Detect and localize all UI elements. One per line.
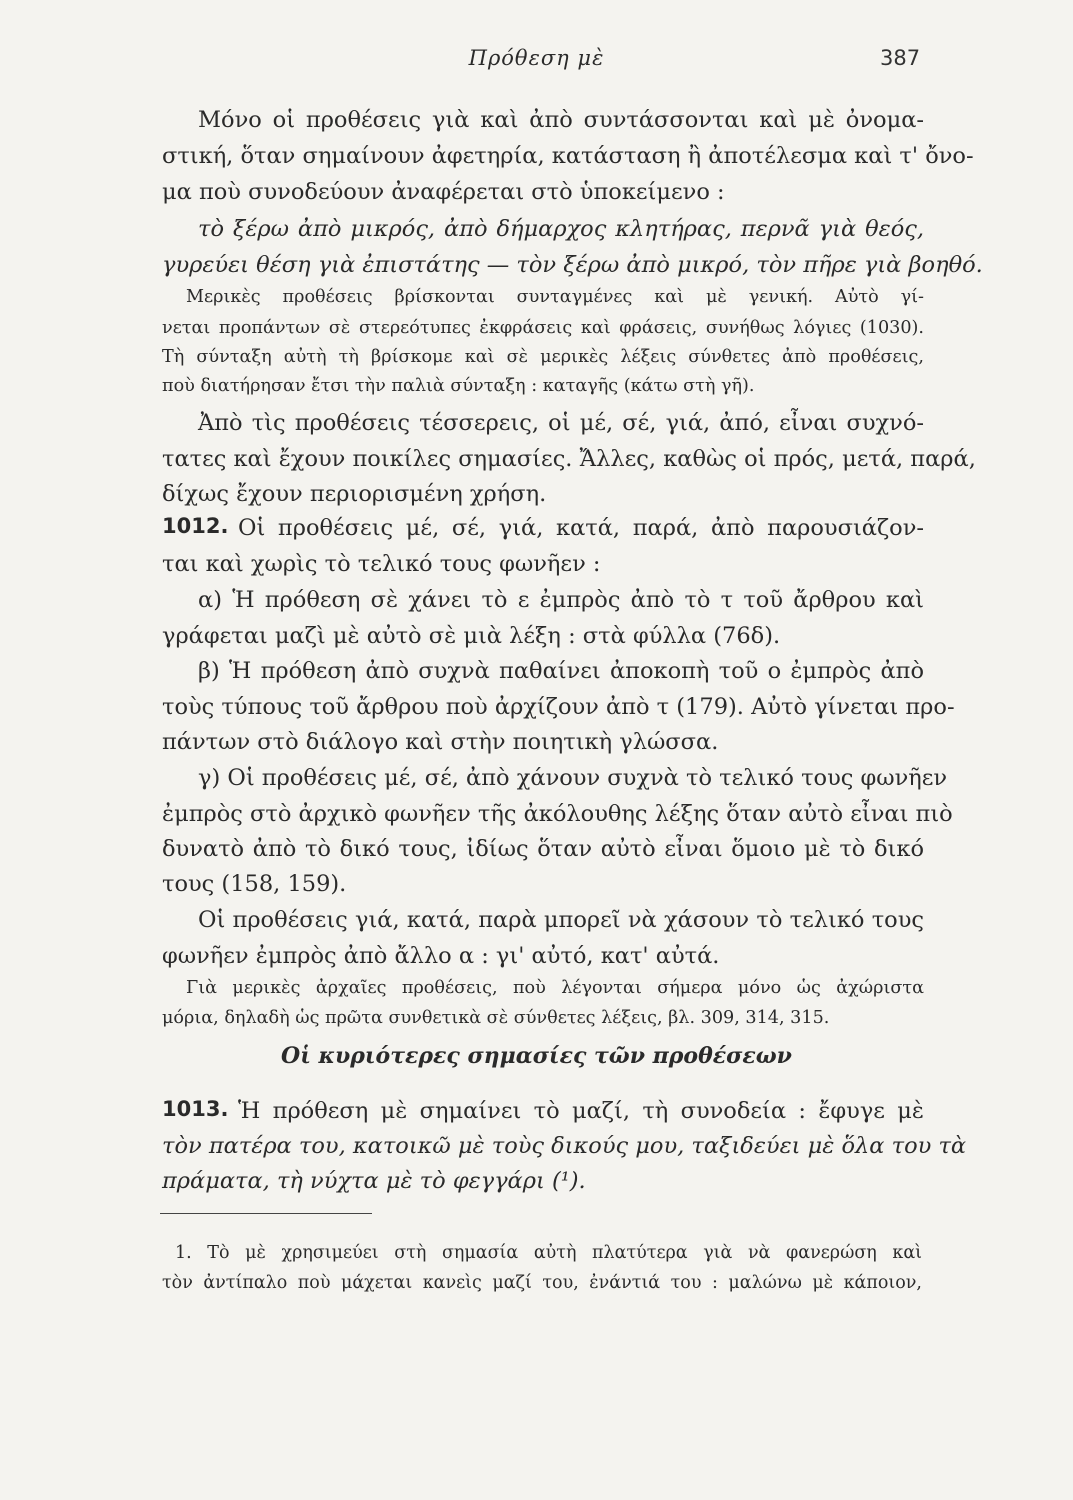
text-line: δυνατὸ ἀπὸ τὸ δικό τους, ἰδίως ὅταν αὐτὸ εἶναι ὅμοιο μὲ τὸ δικό bbox=[162, 836, 924, 862]
section-number: 1012. bbox=[162, 514, 229, 538]
text-line: γράφεται μαζὶ μὲ αὐτὸ σὲ μιὰ λέξη : στὰ φύλλα (76δ). bbox=[162, 623, 781, 649]
text-line: α) Ἡ πρόθεση σὲ χάνει τὸ ε ἐμπρὸς ἀπὸ τὸ τ τοῦ ἄρθρου καὶ bbox=[198, 587, 924, 613]
footnote-line: τὸν ἀντίπαλο ποὺ μάχεται κανεὶς μαζί του, ἐνάντιά του : μαλώνω μὲ κάποιον, bbox=[162, 1273, 922, 1293]
text-line: β) Ἡ πρόθεση ἀπὸ συχνὰ παθαίνει ἀποκοπὴ τοῦ ο ἐμπρὸς ἀπὸ bbox=[198, 658, 924, 684]
text-line: τους (158, 159). bbox=[162, 871, 347, 897]
text-line: τοὺς τύπους τοῦ ἄρθρου ποὺ ἀρχίζουν ἀπὸ τ (179). Αὐτὸ γίνεται προ- bbox=[162, 694, 955, 720]
text-line: ται καὶ χωρὶς τὸ τελικό τους φωνῆεν : bbox=[162, 551, 601, 577]
example-line: γυρεύει θέση γιὰ ἐπιστάτης — τὸν ξέρω ἀπὸ μικρό, τὸν πῆρε γιὰ βοηθό. bbox=[162, 252, 983, 278]
text-line: Ἡ πρόθεση μὲ σημαίνει τὸ μαζί, τὴ συνοδεία : ἔφυγε μὲ bbox=[238, 1098, 924, 1124]
text-line: δίχως ἔχουν περιορισμένη χρήση. bbox=[162, 481, 547, 507]
section-number: 1013. bbox=[162, 1097, 229, 1121]
section-heading: Οἱ κυριότερες σημασίες τῶν προθέσεων bbox=[281, 1043, 792, 1069]
page-number: 387 bbox=[880, 46, 921, 70]
text-line: Οἱ προθέσεις γιά, κατά, παρὰ μπορεῖ νὰ χάσουν τὸ τελικό τους bbox=[198, 907, 924, 933]
small-text-line: νεται προπάντων σὲ στερεότυπες ἐκφράσεις καὶ φράσεις, συνήθως λόγιες (1030). bbox=[162, 318, 924, 338]
small-text-line: ποὺ διατήρησαν ἔτσι τὴν παλιὰ σύνταξη : καταγῆς (κάτω στὴ γῆ). bbox=[162, 376, 755, 396]
example-line: τὸν πατέρα του, κατοικῶ μὲ τοὺς δικούς μου, ταξιδεύει μὲ ὅλα του τὰ bbox=[162, 1133, 967, 1159]
text-line: Ἀπὸ τὶς προθέσεις τέσσερεις, οἱ μέ, σέ, γιά, ἀπό, εἶναι συχνό- bbox=[198, 410, 924, 436]
running-header: Πρόθεση μὲ bbox=[468, 46, 605, 70]
small-text-line: Γιὰ μερικὲς ἀρχαῖες προθέσεις, ποὺ λέγονται σήμερα μόνο ὡς ἀχώριστα bbox=[186, 978, 924, 998]
text-line: γ) Οἱ προθέσεις μέ, σέ, ἀπὸ χάνουν συχνὰ τὸ τελικό τους φωνῆεν bbox=[198, 765, 948, 791]
text-line: Οἱ προθέσεις μέ, σέ, γιά, κατά, παρά, ἀπὸ παρουσιάζον- bbox=[238, 515, 924, 541]
example-line: τὸ ξέρω ἀπὸ μικρός, ἀπὸ δήμαρχος κλητήρας, περνᾶ γιὰ θεός, bbox=[198, 216, 924, 242]
footnote-rule bbox=[160, 1213, 372, 1214]
text-line: Μόνο οἱ προθέσεις γιὰ καὶ ἀπὸ συντάσσονται καὶ μὲ ὀνομα- bbox=[198, 107, 924, 133]
text-line: ἐμπρὸς στὸ ἀρχικὸ φωνῆεν τῆς ἀκόλουθης λέξης ὅταν αὐτὸ εἶναι πιὸ bbox=[162, 801, 953, 827]
text-line: φωνῆεν ἐμπρὸς ἀπὸ ἄλλο α : γι' αὐτό, κατ' αὐτά. bbox=[162, 943, 720, 969]
small-text-line: μόρια, δηλαδὴ ὡς πρῶτα συνθετικὰ σὲ σύνθετες λέξεις, βλ. 309, 314, 315. bbox=[162, 1008, 830, 1028]
small-text-line: Τὴ σύνταξη αὐτὴ τὴ βρίσκομε καὶ σὲ μερικὲς λέξεις σύνθετες ἀπὸ προθέσεις, bbox=[162, 347, 924, 367]
text-line: πάντων στὸ διάλογο καὶ στὴν ποιητικὴ γλώσσα. bbox=[162, 729, 719, 755]
small-text-line: Μερικὲς προθέσεις βρίσκονται συνταγμένες καὶ μὲ γενική. Αὐτὸ γί- bbox=[186, 287, 924, 307]
text-line: τατες καὶ ἔχουν ποικίλες σημασίες. Ἄλλες, καθὼς οἱ πρός, μετά, παρά, bbox=[162, 446, 976, 472]
text-line: μα ποὺ συνοδεύουν ἀναφέρεται στὸ ὑποκείμενο : bbox=[162, 179, 725, 205]
footnote-line: 1. Τὸ μὲ χρησιμεύει στὴ σημασία αὐτὴ πλατύτερα γιὰ νὰ φανερώση καὶ bbox=[175, 1243, 922, 1263]
text-line: στική, ὅταν σημαίνουν ἀφετηρία, κατάσταση ἢ ἀποτέλεσμα καὶ τ' ὄνο- bbox=[162, 143, 974, 169]
example-line: πράματα, τὴ νύχτα μὲ τὸ φεγγάρι (¹). bbox=[162, 1168, 586, 1194]
